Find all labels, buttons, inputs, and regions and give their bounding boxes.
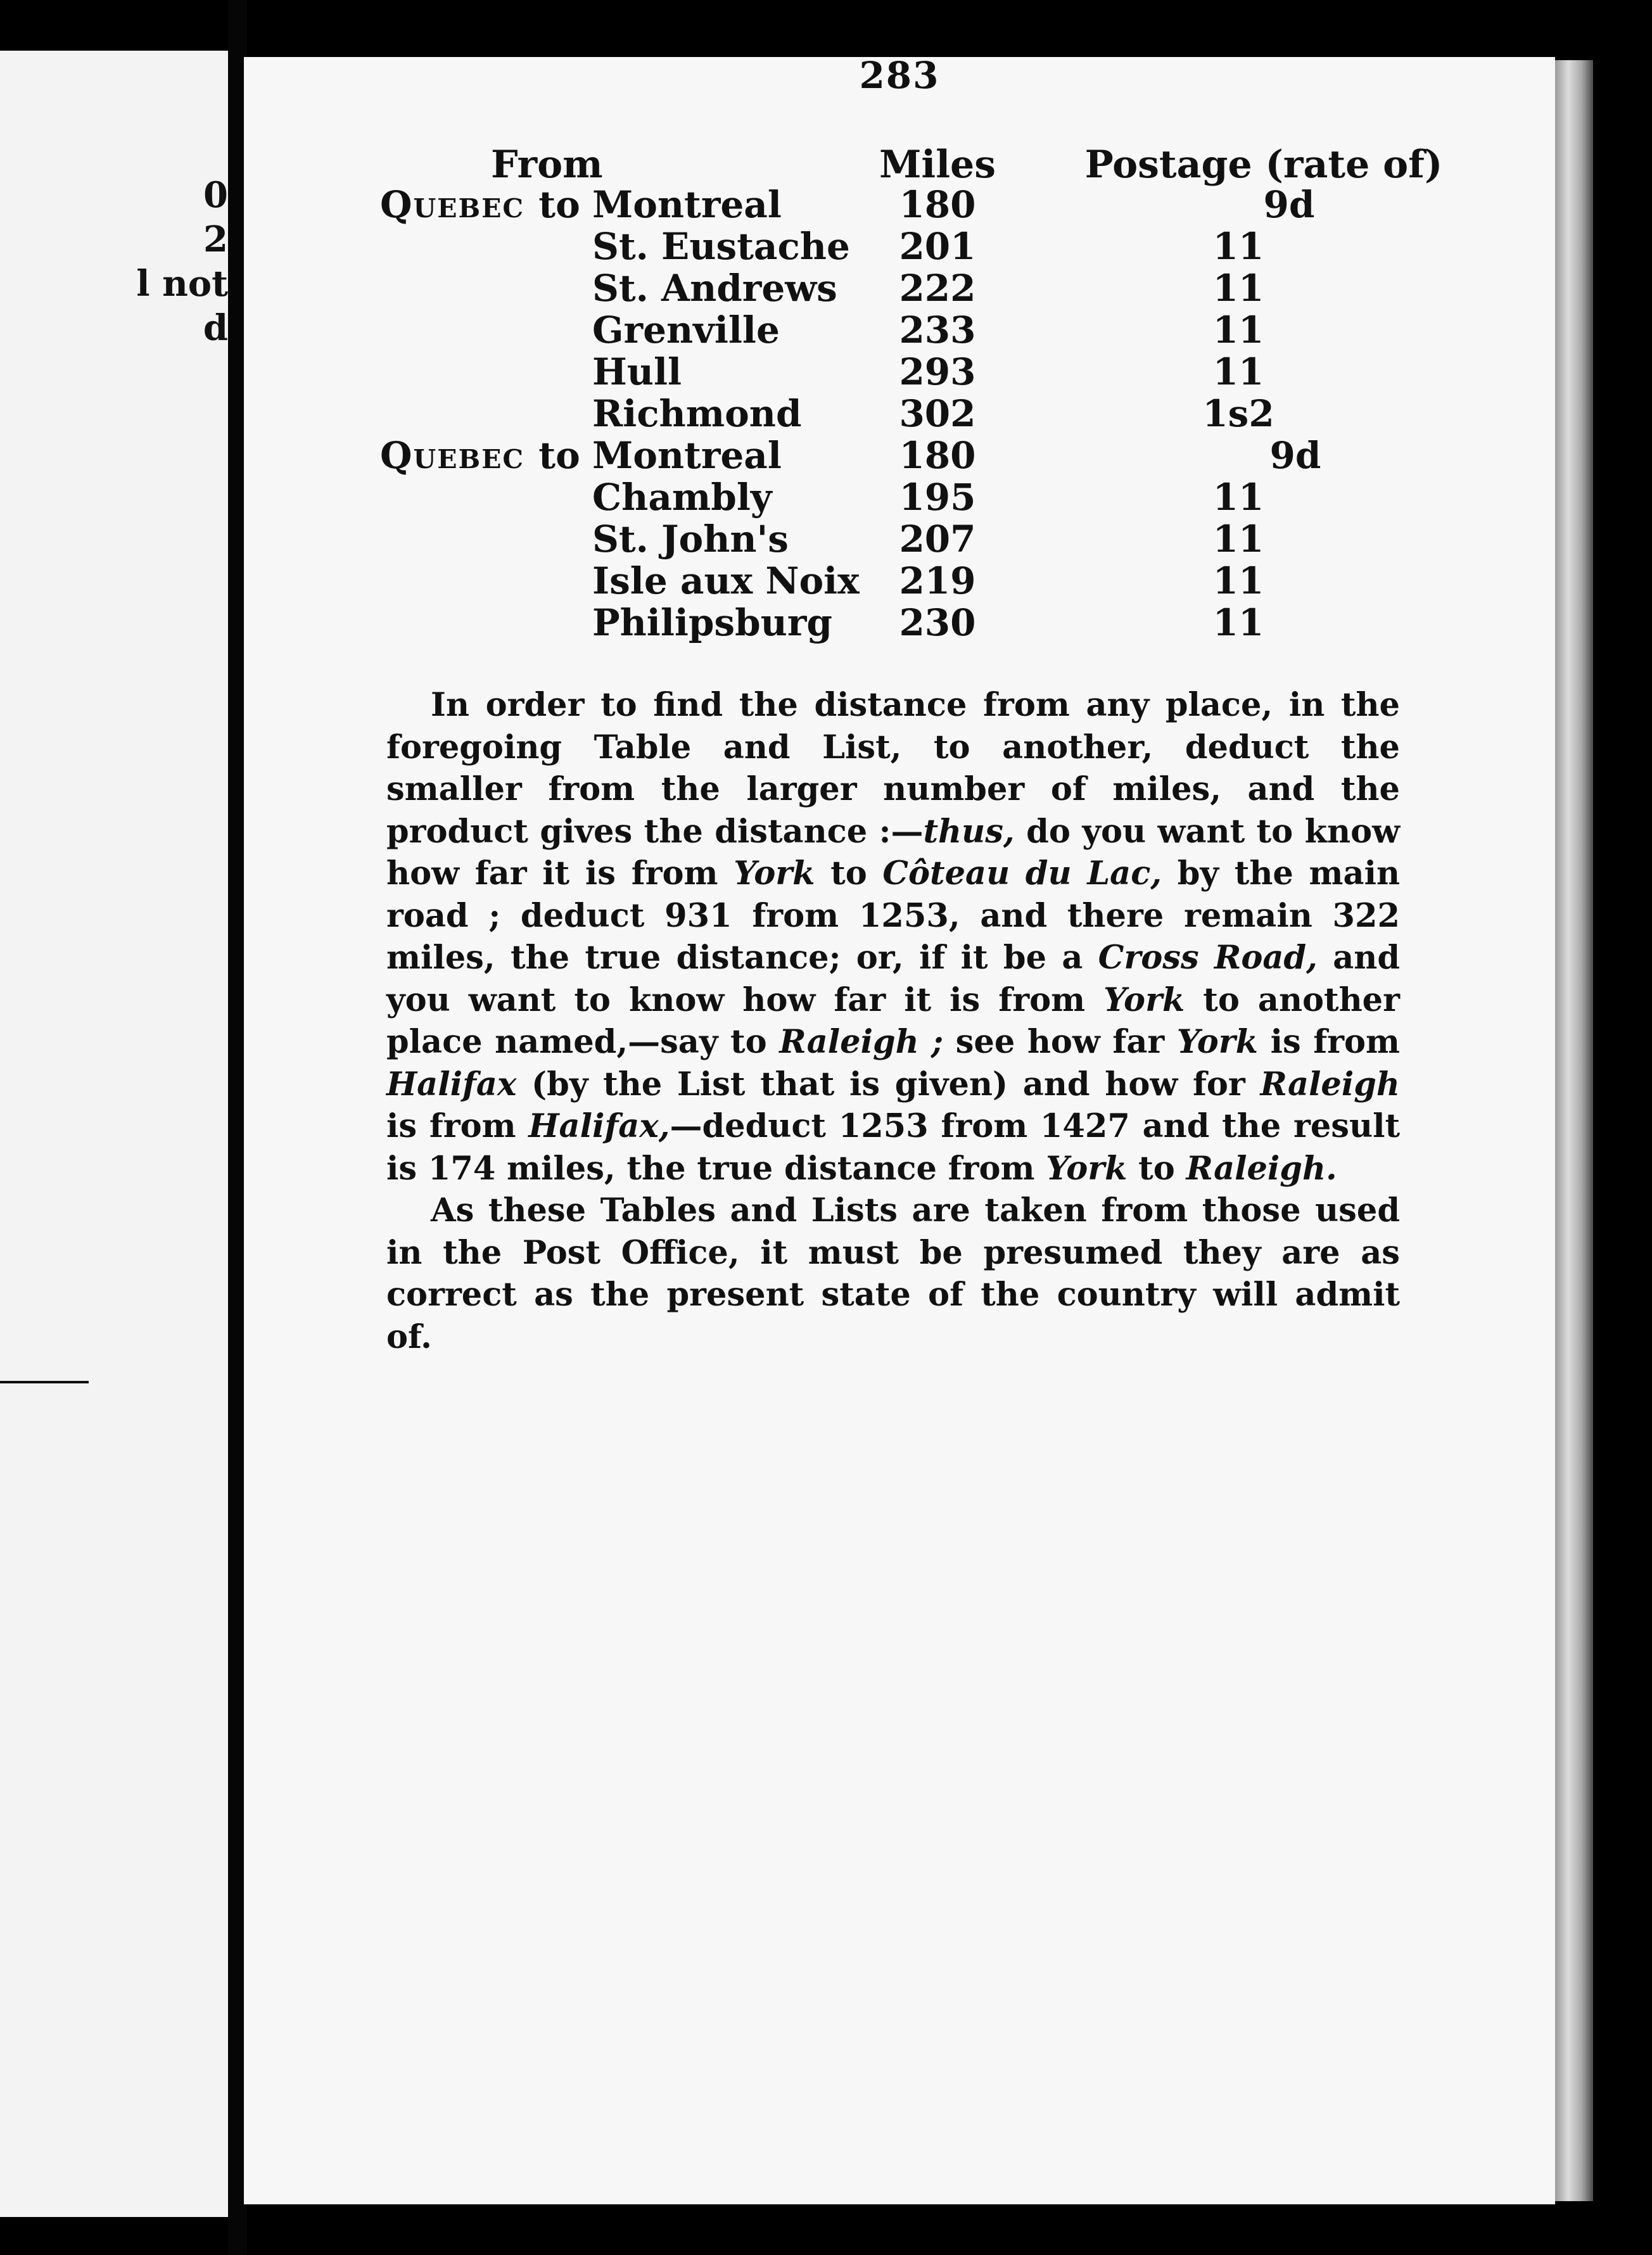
postage-cell: 11 [1212, 601, 1264, 644]
postage-cell: 1s2 [1202, 392, 1274, 435]
miles-cell: 201 [899, 225, 976, 268]
destination-cell: St. Andrews [592, 267, 837, 310]
miles-cell: 207 [899, 518, 976, 561]
miles-cell: 233 [899, 308, 976, 352]
table-row [244, 351, 1555, 393]
table-row [244, 602, 1555, 644]
destination-cell: Philipsburg [592, 601, 832, 644]
facing-page-fragment: 2 [203, 219, 228, 260]
miles-cell: 230 [899, 601, 976, 644]
origin-cell: Quebec to [380, 434, 580, 477]
paragraph-distance-method: In order to find the distance from any place, in the foregoing Table and List, to another, deduct the smaller from the larger number of miles, and the product gives the distance :—thus, do you want to know how far it is from York to Côteau du Lac, by the main road ; deduct 931 from 1253, and there remain 322 miles, the true distance; or, if it be a Cross Road, and you want to know how far it is from York to another place named,—say to Raleigh ; see how far York is from Halifax (by the List that is given) and how for Raleigh is from Halifax,—deduct 1253 from 1427 and the result is 174 miles, the true distance from York to Raleigh. [386, 686, 1401, 1188]
column-header-postage: Postage (rate of) [1084, 143, 1443, 187]
origin-cell: Quebec to [380, 183, 580, 226]
table-row [244, 184, 1555, 226]
table-row [244, 226, 1555, 267]
postage-cell: 9d [1263, 183, 1315, 226]
postage-cell: 9d [1269, 434, 1321, 477]
book-page [244, 54, 1555, 2204]
postage-cell: 11 [1212, 267, 1264, 310]
miles-cell: 180 [899, 434, 976, 477]
page-number: 283 [859, 54, 940, 97]
destination-cell: Grenville [592, 308, 780, 352]
column-header-from: From [491, 143, 603, 187]
destination-cell: Montreal [592, 434, 782, 477]
postage-cell: 11 [1212, 308, 1264, 352]
page-edge [1555, 60, 1593, 2201]
postage-cell: 11 [1212, 225, 1264, 268]
miles-cell: 293 [899, 350, 976, 393]
miles-cell: 302 [899, 392, 976, 435]
miles-cell: 180 [899, 183, 976, 226]
destination-cell: St. Eustache [592, 225, 850, 268]
facing-page-rule [0, 1381, 89, 1383]
destination-cell: Montreal [592, 183, 782, 226]
facing-page-fragment: l not [136, 263, 228, 305]
postage-cell: 11 [1212, 559, 1264, 602]
facing-page-fragment: d [203, 307, 228, 349]
table-row [244, 267, 1555, 309]
facing-page-fragment: 0 [203, 174, 228, 216]
column-header-miles: Miles [879, 143, 996, 187]
destination-cell: Isle aux Noix [592, 559, 860, 602]
destination-cell: St. John's [592, 518, 789, 561]
table-row [244, 518, 1555, 560]
table-row [244, 560, 1555, 602]
destination-cell: Hull [592, 350, 682, 393]
body-text [386, 684, 1400, 1358]
postage-cell: 11 [1212, 518, 1264, 561]
miles-cell: 195 [899, 476, 976, 519]
table-row [244, 393, 1555, 435]
postage-cell: 11 [1212, 350, 1264, 393]
miles-cell: 219 [899, 559, 976, 602]
destination-cell: Chambly [592, 476, 772, 519]
postage-cell: 11 [1212, 476, 1264, 519]
table-row [244, 476, 1555, 518]
paragraph-post-office-note: As these Tables and Lists are taken from those used in the Post Office, it must be presumed they are as correct as the present state of the country will admit of. [386, 1191, 1400, 1356]
table-row [244, 309, 1555, 351]
table-row [244, 435, 1555, 476]
miles-cell: 222 [899, 267, 976, 310]
facing-page [0, 51, 232, 2217]
destination-cell: Richmond [592, 392, 802, 435]
